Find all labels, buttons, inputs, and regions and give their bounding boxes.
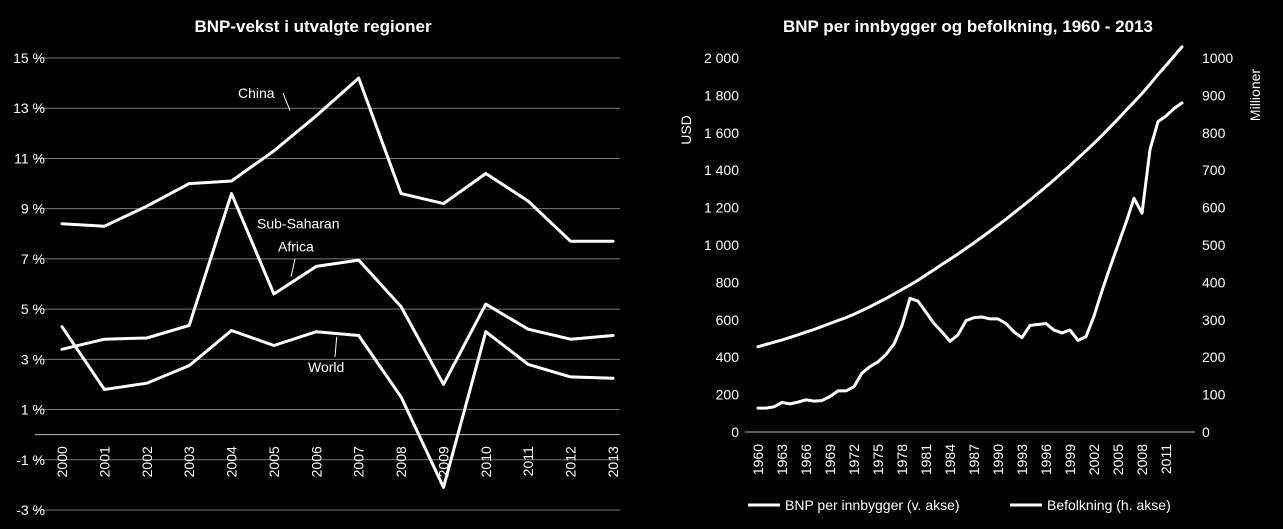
left-y-tick-label: -3 % <box>16 502 45 518</box>
left-x-tick-label: 2012 <box>562 446 579 478</box>
right-y2-tick-label: 200 <box>1202 349 1226 366</box>
right-x-tick-label: 1987 <box>966 444 982 476</box>
left-x-tick-label: 2001 <box>96 446 113 478</box>
right-x-tick-label: 2002 <box>1086 444 1102 476</box>
left-y-tick-label: 1 % <box>20 401 45 418</box>
left-x-tick-label: 2011 <box>520 446 537 477</box>
left-y-tick-label: 7 % <box>20 250 45 267</box>
right-y2-tick-label: 0 <box>1202 424 1210 440</box>
right-y2-tick-label: 500 <box>1202 237 1226 253</box>
left-x-tick-label: 2003 <box>181 446 198 478</box>
left-x-tick-label: 2010 <box>477 446 494 478</box>
left-x-tick-label: 2006 <box>308 446 325 478</box>
left-y-tick-label: 5 % <box>20 301 45 318</box>
right-x-tick-label: 1990 <box>990 444 1006 476</box>
left-y-tick-label: 9 % <box>20 200 45 217</box>
left-chart-title: BNP-vekst i utvalgte regioner <box>194 17 432 36</box>
legend-label-befolkning: Befolkning (h. akse) <box>1047 497 1171 513</box>
right-x-tick-label: 2011 <box>1158 444 1174 475</box>
annotation-africa: Africa <box>278 238 314 255</box>
right-chart-y2-ticks <box>1202 50 1233 440</box>
annotation-africa-leader <box>291 259 295 277</box>
right-x-tick-label: 1996 <box>1038 444 1054 476</box>
right-y-tick-label: 1 600 <box>703 124 739 141</box>
right-y2-tick-label: 900 <box>1202 87 1226 104</box>
right-y-tick-label: 1 000 <box>703 237 739 253</box>
right-y-tick-label: 1 800 <box>703 87 739 104</box>
right-x-tick-label: 1963 <box>774 444 790 476</box>
right-x-tick-label: 1984 <box>942 444 958 476</box>
right-chart-y-ticks <box>704 50 739 440</box>
right-y-tick-label: 0 <box>731 424 739 440</box>
right-x-tick-label: 2005 <box>1110 444 1126 476</box>
right-x-tick-label: 1969 <box>822 444 838 476</box>
right-y-tick-label: 600 <box>715 311 739 328</box>
right-x-tick-label: 1975 <box>870 444 886 476</box>
legend-label-bnp: BNP per innbygger (v. akse) <box>785 497 960 513</box>
left-y-tick-label: 13 % <box>13 100 45 117</box>
series-line-befolkning <box>758 47 1182 347</box>
left-x-tick-label: 2007 <box>350 446 367 478</box>
right-x-tick-label: 1972 <box>846 444 862 476</box>
right-x-tick-label: 1993 <box>1014 444 1030 476</box>
left-chart-y-ticks <box>13 50 45 518</box>
right-y-tick-label: 1 400 <box>703 162 739 179</box>
left-chart-series <box>62 78 613 487</box>
right-y-tick-label: 200 <box>715 386 739 403</box>
right-chart-series <box>758 47 1182 408</box>
left-y-tick-label: 3 % <box>20 351 45 368</box>
left-x-tick-label: 2002 <box>138 446 155 478</box>
right-y2-tick-label: 1000 <box>1202 50 1234 66</box>
left-x-tick-label: 2009 <box>435 446 452 478</box>
right-y-tick-label: 400 <box>715 349 739 366</box>
left-y-tick-label: 15 % <box>13 50 45 66</box>
left-x-tick-label: 2008 <box>393 446 410 478</box>
series-line-bnp-per-innbygger <box>758 103 1182 408</box>
right-x-tick-label: 2008 <box>1134 444 1150 476</box>
left-x-tick-label: 2004 <box>223 446 240 478</box>
right-y-tick-label: 1 200 <box>703 199 739 216</box>
right-y2-tick-label: 400 <box>1202 274 1226 291</box>
right-y2-tick-label: 600 <box>1202 199 1226 216</box>
right-y-tick-label: 2 000 <box>703 50 739 66</box>
left-x-tick-label: 2005 <box>265 446 282 478</box>
left-y-tick-label: 11 % <box>14 150 45 167</box>
right-y2-tick-label: 700 <box>1202 162 1226 179</box>
right-y-tick-label: 800 <box>715 274 739 291</box>
right-chart-title: BNP per innbygger og befolkning, 1960 - 2013 <box>783 17 1153 36</box>
left-x-tick-label: 2000 <box>54 446 70 478</box>
right-chart-x-ticks <box>750 444 1174 475</box>
left-y-tick-label: -1 % <box>16 451 45 468</box>
right-y-axis-label: USD <box>678 115 694 145</box>
right-x-tick-label: 1966 <box>798 444 814 476</box>
right-y2-tick-label: 300 <box>1202 311 1226 328</box>
right-x-tick-label: 1978 <box>894 444 910 476</box>
left-chart-gridlines <box>35 58 620 510</box>
annotation-world-leader <box>335 337 337 357</box>
right-x-tick-label: 1999 <box>1062 444 1078 476</box>
annotation-world: World <box>308 358 345 375</box>
annotation-china: China <box>238 85 275 102</box>
left-x-tick-label: 2013 <box>605 446 621 478</box>
right-y2-tick-label: 800 <box>1202 124 1226 141</box>
right-y2-tick-label: 100 <box>1202 386 1226 403</box>
right-y2-axis-label: Millioner <box>1247 68 1263 122</box>
left-chart-x-ticks <box>54 446 621 477</box>
annotation-sub-saharan: Sub-Saharan <box>257 215 340 232</box>
right-x-tick-label: 1981 <box>918 444 934 476</box>
right-x-tick-label: 1960 <box>750 444 766 476</box>
